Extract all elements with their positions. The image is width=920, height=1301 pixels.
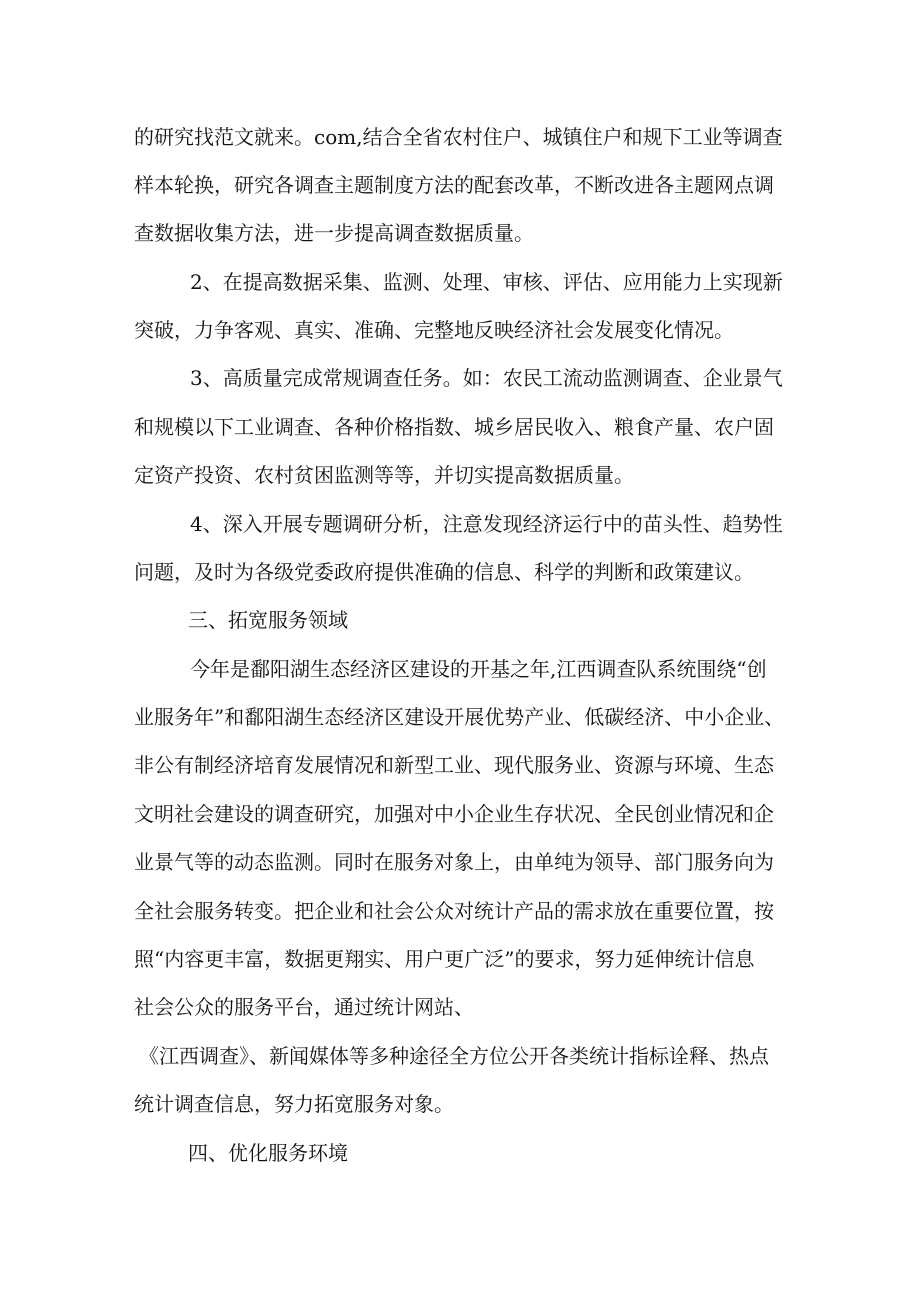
text-line-16: 全社会服务转变。把企业和社会公众对统计产品的需求放在重要位置，按 — [134, 899, 774, 923]
text-line-2: 样本轮换，研究各调查主题制度方法的配套改革，不断改进各主题网点调 — [134, 173, 774, 197]
text-line-7: 和规模以下工业调查、各种价格指数、城乡居民收入、粮食产量、农户固 — [134, 415, 774, 439]
text-line-18: 社会公众的服务平台，通过统计网站、 — [134, 995, 474, 1019]
text-line-11: 今年是鄱阳湖生态经济区建设的开基之年,江西调查队系统围绕“创 — [190, 657, 767, 681]
text-line-8: 定资产投资、农村贫困监测等等，并切实提高数据质量。 — [134, 463, 634, 487]
text-line-4: 2、在提高数据采集、监测、处理、审核、评估、应用能力上实现新 — [190, 270, 783, 294]
text-line-19: 《江西调查》、新闻媒体等多种途径全方位公开各类统计指标诠释、热点 — [139, 1044, 769, 1068]
text-line-20: 统计调查信息，努力拓宽服务对象。 — [134, 1092, 454, 1116]
text-line-6: 3、高质量完成常规调查任务。如：农民工流动监测调查、企业景气 — [190, 366, 783, 390]
text-line-14: 文明社会建设的调查研究，加强对中小企业生存状况、全民创业情况和企 — [134, 802, 774, 826]
section-heading-4: 四、优化服务环境 — [188, 1141, 348, 1165]
text-line-1: 的研究找范文就来。com,结合全省农村住户、城镇住户和规下工业等调查 — [134, 125, 783, 149]
text-line-12: 业服务年”和鄱阳湖生态经济区建设开展优势产业、低碳经济、中小企业、 — [134, 705, 785, 729]
text-line-17: 照“内容更丰富，数据更翔实、用户更广泛”的要求，努力延伸统计信息 — [134, 947, 755, 971]
text-line-15: 业景气等的动态监测。同时在服务对象上，由单纯为领导、部门服务向为 — [134, 850, 774, 874]
text-line-9: 4、深入开展专题调研分析，注意发现经济运行中的苗头性、趋势性 — [190, 512, 783, 536]
text-line-10: 问题，及时为各级党委政府提供准确的信息、科学的判断和政策建议。 — [134, 560, 754, 584]
section-heading-3: 三、拓宽服务领域 — [188, 608, 348, 632]
text-line-5: 突破，力争客观、真实、准确、完整地反映经济社会发展变化情况。 — [134, 318, 734, 342]
text-line-3: 查数据收集方法，进一步提高调查数据质量。 — [134, 221, 534, 245]
text-line-13: 非公有制经济培育发展情况和新型工业、现代服务业、资源与环境、生态 — [134, 753, 774, 777]
